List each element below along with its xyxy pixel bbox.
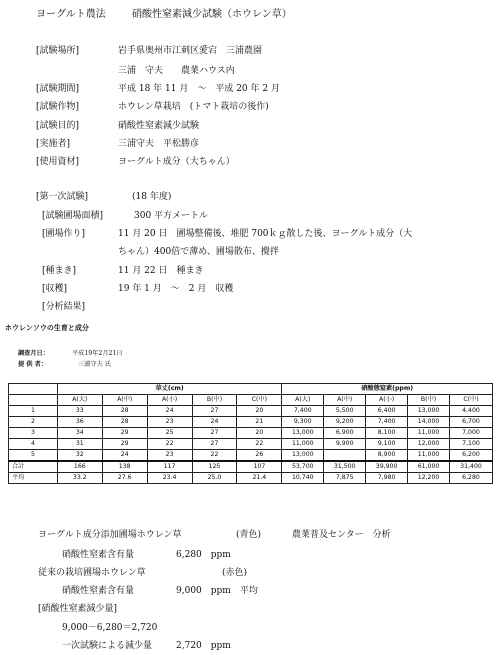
nitrate-cell: 39,900 — [366, 461, 408, 473]
info-label-crop: [試験作物] — [36, 102, 80, 112]
table-group-header-row — [9, 384, 493, 395]
table-row — [9, 450, 493, 462]
info-value-purpose: 硝酸性窒素減少試験 — [118, 121, 200, 131]
height-cell: 138 — [102, 461, 147, 473]
analysis-line1-mid: (青色) — [236, 530, 262, 540]
table-row — [9, 439, 493, 450]
header-title-right: 硝酸性窒素減少試験（ホウレン草） — [132, 9, 292, 20]
analysis-line4-value: 9,000 ppm 平均 — [176, 586, 258, 596]
height-cell: 22 — [147, 439, 192, 450]
table-row — [9, 473, 493, 484]
group-height-header: 草丈(cm) — [57, 384, 281, 395]
height-cell: 33.2 — [57, 473, 102, 484]
analysis-line3-left: 従来の栽培圃場ホウレン草 — [38, 568, 146, 578]
group-nitrate-header: 硝酸態窒素(ppm) — [282, 384, 493, 395]
height-cell: 21.4 — [237, 473, 282, 484]
surveyor-name: 三浦守夫 氏 — [78, 361, 111, 368]
nitrate-cell: 53,700 — [282, 461, 324, 473]
height-cell: 36 — [57, 417, 102, 428]
analysis-line1-left: ヨーグルト成分添加圃場ホウレン草 — [38, 530, 182, 540]
analysis-line7-value: 2,720 ppm — [176, 641, 231, 651]
height-cell: 24 — [147, 406, 192, 417]
table-row-label-header — [9, 395, 58, 406]
info-label-period: [試験期間] — [36, 84, 80, 94]
row-label: 合計 — [9, 461, 58, 473]
nitrate-cell: 5,500 — [324, 406, 366, 417]
nitrate-cell: 7,000 — [450, 428, 493, 439]
analysis-line7-label: 一次試験による減少量 — [62, 641, 153, 651]
col-header: A(小) — [147, 395, 192, 406]
nitrate-cell: 13,000 — [282, 428, 324, 439]
trial-field-value: 11 月 20 日 圃場整備後、堆肥 700ｋｇ散した後、ヨーグルト成分（大 — [118, 229, 413, 239]
nitrate-cell: 7,875 — [324, 473, 366, 484]
height-cell: 25 — [147, 428, 192, 439]
nitrate-cell: 14,000 — [408, 417, 450, 428]
nitrate-cell: 7,400 — [282, 406, 324, 417]
nitrate-cell: 6,200 — [450, 450, 493, 462]
nitrate-cell: 11,000 — [408, 450, 450, 462]
table-corner — [9, 384, 58, 395]
row-label: 3 — [9, 428, 58, 439]
height-cell: 117 — [147, 461, 192, 473]
height-cell: 27 — [192, 439, 237, 450]
analysis-line1-right: 農業普及センター 分析 — [292, 530, 391, 540]
row-label: 2 — [9, 417, 58, 428]
nitrate-cell: 12,000 — [408, 439, 450, 450]
height-cell: 20 — [237, 428, 282, 439]
col-header: C(中) — [450, 395, 493, 406]
height-cell: 24 — [192, 417, 237, 428]
nitrate-cell: 31,400 — [450, 461, 493, 473]
info-value-crop: ホウレン草栽培 (トマト栽培の後作) — [118, 102, 269, 112]
trial-year: (18 年度) — [132, 192, 172, 202]
height-cell: 166 — [57, 461, 102, 473]
height-cell: 27 — [192, 428, 237, 439]
trial-field-value-2: ちゃん）400倍で薄め、圃場散布、攪拌 — [118, 247, 279, 257]
table-row — [9, 417, 493, 428]
col-header: A(中) — [102, 395, 147, 406]
nitrate-cell: 8,100 — [366, 428, 408, 439]
col-header: B(中) — [408, 395, 450, 406]
nitrate-cell: 6,280 — [450, 473, 493, 484]
nitrate-cell: 9,200 — [324, 417, 366, 428]
height-cell: 27.6 — [102, 473, 147, 484]
height-cell: 20 — [237, 406, 282, 417]
trial-harvest-value: 19 年 1 月 ～ 2 月 収穫 — [118, 284, 234, 294]
nitrate-cell: 7,980 — [366, 473, 408, 484]
nitrate-cell: 6,700 — [450, 417, 493, 428]
info-value-period: 平成 18 年 11 月 ～ 平成 20 年 2 月 — [118, 84, 280, 94]
height-cell: 22 — [237, 439, 282, 450]
height-cell: 33 — [57, 406, 102, 417]
height-cell: 25.0 — [192, 473, 237, 484]
col-header: B(中) — [192, 395, 237, 406]
trial-sowing-value: 11 月 22 日 種まき — [118, 266, 204, 276]
height-cell: 28 — [102, 417, 147, 428]
row-label: 4 — [9, 439, 58, 450]
height-cell: 34 — [57, 428, 102, 439]
nitrate-cell: 12,200 — [408, 473, 450, 484]
info-label-operator: [実施者] — [36, 139, 71, 149]
growth-heading: ホウレンソウの生育と成分 — [5, 324, 89, 332]
survey-date-label: 調査月日： — [18, 350, 49, 357]
trial-area-value: 300 平方メートル — [134, 211, 209, 221]
info-value-material: ヨーグルト成分（大ちゃん） — [118, 157, 235, 167]
info-label-location: [試験場所] — [36, 46, 80, 56]
nitrate-cell: 6,400 — [366, 406, 408, 417]
survey-date: 平成19年2月21日 — [72, 350, 123, 357]
analysis-line6: 9,000－6,280＝2,720 — [62, 623, 158, 633]
nitrate-cell: 10,740 — [282, 473, 324, 484]
surveyor-label: 提 供 者： — [18, 361, 48, 368]
height-cell: 29 — [102, 428, 147, 439]
nitrate-cell: 11,000 — [408, 428, 450, 439]
nitrate-cell: 6,900 — [324, 428, 366, 439]
analysis-line4-label: 硝酸性窒素含有量 — [62, 586, 135, 596]
row-label: 1 — [9, 406, 58, 417]
analysis-line2-label: 硝酸性窒素含有量 — [62, 550, 135, 560]
analysis-line2-value: 6,280 ppm — [176, 550, 231, 560]
table-row — [9, 461, 493, 473]
height-cell: 32 — [57, 450, 102, 462]
nitrate-cell: 31,500 — [324, 461, 366, 473]
col-header: A(大) — [57, 395, 102, 406]
height-cell: 27 — [192, 406, 237, 417]
table-column-header-row — [9, 395, 493, 406]
height-cell: 23.4 — [147, 473, 192, 484]
height-cell: 26 — [237, 450, 282, 462]
nitrate-cell: 9,300 — [282, 417, 324, 428]
nitrate-cell: 13,000 — [408, 406, 450, 417]
trial-results-label: [分析結果] — [42, 302, 86, 312]
height-cell: 31 — [57, 439, 102, 450]
row-label: 5 — [9, 450, 58, 462]
height-cell: 22 — [192, 450, 237, 462]
nitrate-cell: 61,000 — [408, 461, 450, 473]
info-label-purpose: [試験目的] — [36, 121, 80, 131]
header-title-left: ヨーグルト農法 — [36, 9, 106, 20]
table-row — [9, 406, 493, 417]
col-header: A(小) — [366, 395, 408, 406]
height-cell: 107 — [237, 461, 282, 473]
analysis-line3-right: (赤色) — [222, 568, 248, 578]
nitrate-cell: 13,000 — [282, 450, 324, 462]
nitrate-cell: 9,100 — [366, 439, 408, 450]
growth-table — [8, 383, 493, 484]
nitrate-cell: 11,000 — [282, 439, 324, 450]
info-value-operator: 三浦守夫 平松勝彦 — [118, 139, 200, 149]
info-label-material: [使用資材] — [36, 157, 80, 167]
height-cell: 23 — [147, 450, 192, 462]
trial-sowing-label: [種まき] — [42, 266, 77, 276]
nitrate-cell: 4,400 — [450, 406, 493, 417]
trial-area-label: [試験圃場面積] — [42, 211, 104, 221]
table-row — [9, 428, 493, 439]
nitrate-cell — [324, 450, 366, 462]
height-cell: 29 — [102, 439, 147, 450]
nitrate-cell: 7,100 — [450, 439, 493, 450]
trial-field-label: [圃場作り] — [42, 229, 86, 239]
col-header: A(中) — [324, 395, 366, 406]
col-header: C(中) — [237, 395, 282, 406]
trial-harvest-label: [収穫] — [42, 284, 68, 294]
height-cell: 24 — [102, 450, 147, 462]
col-header: A(大) — [282, 395, 324, 406]
nitrate-cell: 7,400 — [366, 417, 408, 428]
row-label: 平均 — [9, 473, 58, 484]
height-cell: 23 — [147, 417, 192, 428]
info-value-location-2: 三浦 守夫 農業ハウス内 — [118, 66, 235, 76]
height-cell: 21 — [237, 417, 282, 428]
nitrate-cell: 8,900 — [366, 450, 408, 462]
nitrate-cell: 9,900 — [324, 439, 366, 450]
height-cell: 28 — [102, 406, 147, 417]
height-cell: 125 — [192, 461, 237, 473]
analysis-line5: [硝酸性窒素減少量] — [38, 604, 118, 614]
info-value-location: 岩手県奥州市江刺区愛宕 三浦農園 — [118, 46, 263, 56]
trial-label: [第一次試験] — [36, 192, 89, 202]
